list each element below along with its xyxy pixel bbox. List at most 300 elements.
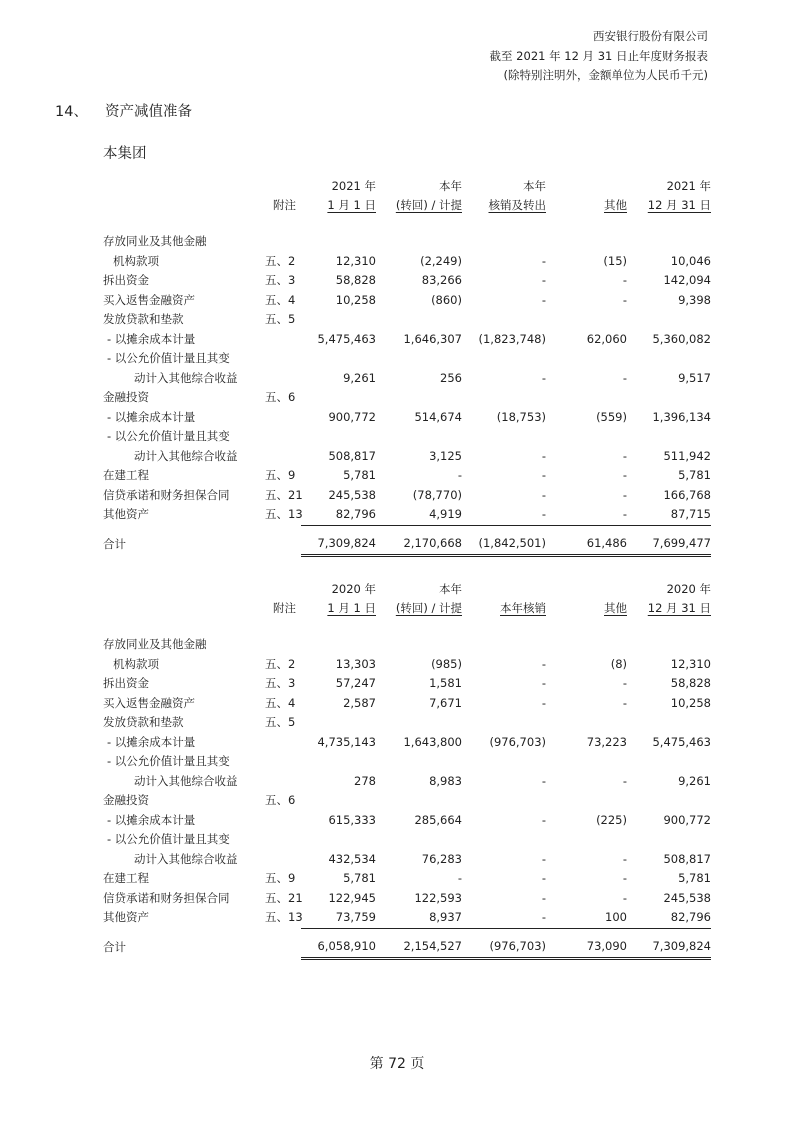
cell-charge: (2,249) (420, 253, 462, 268)
column-caption: 12 月 31 日 (647, 600, 711, 615)
cell-charge (376, 791, 462, 811)
cell-writeoff (462, 196, 546, 215)
table-row (103, 408, 711, 428)
cell-note (253, 752, 301, 772)
table-row (103, 388, 711, 408)
cell-item: 存放同业及其他金融 (103, 637, 207, 651)
cell-charge: 122,593 (414, 890, 462, 905)
cell-opening: 13,303 (335, 656, 376, 671)
table-row (103, 830, 711, 850)
cell-note (253, 330, 301, 350)
cell-opening: 58,828 (335, 273, 376, 287)
cell-writeoff (462, 791, 546, 811)
cell-charge (376, 196, 462, 215)
cell-other: - (622, 487, 627, 502)
cell-item: 信贷承诺和财务担保合同 (103, 487, 230, 502)
cell-note: 五、6 (265, 390, 296, 404)
cell-other (546, 178, 627, 196)
cell-writeoff: - (541, 871, 546, 885)
cell-opening: 12,310 (335, 253, 376, 268)
table-row (103, 733, 711, 753)
cell-opening: 245,538 (328, 487, 376, 502)
cell-note (253, 232, 301, 252)
table-row (103, 252, 711, 272)
cell-opening (301, 752, 376, 772)
cell-note: 五、21 (265, 890, 303, 905)
cell-closing: 5,475,463 (652, 734, 711, 749)
cell-charge: 3,125 (429, 448, 462, 463)
cell-writeoff: (18,753) (496, 409, 546, 424)
cell-opening: 7,309,824 (301, 534, 376, 555)
table-row (103, 271, 711, 291)
cell-closing (627, 427, 711, 447)
table-row (103, 466, 711, 486)
cell-other: 73,223 (586, 734, 627, 749)
cell-charge: 本年 (439, 179, 462, 194)
cell-other: - (622, 890, 627, 905)
cell-note (253, 850, 301, 870)
cell-other: - (622, 273, 627, 287)
cell-note (253, 772, 301, 792)
cell-item: 发放贷款和垫款 (103, 312, 184, 326)
cell-item: 动计入其他综合收益 (134, 851, 238, 866)
cell-charge: (78,770) (412, 487, 462, 502)
cell-writeoff: (1,842,501) (462, 534, 546, 555)
table-row (103, 694, 711, 714)
cell-closing: 900,772 (663, 812, 711, 827)
cell-item: 在建工程 (103, 871, 149, 885)
cell-closing (627, 752, 711, 772)
cell-charge: 1,646,307 (403, 331, 462, 346)
cell-writeoff (462, 388, 546, 408)
cell-opening: 4,735,143 (317, 734, 376, 749)
cell-charge (376, 635, 462, 655)
cell-closing: 10,046 (670, 253, 711, 268)
cell-opening: 5,781 (343, 871, 376, 885)
cell-other (546, 232, 627, 252)
cell-opening: 432,534 (328, 851, 376, 866)
cell-item: 在建工程 (103, 468, 149, 482)
header-row-year (103, 581, 711, 599)
cell-writeoff (462, 232, 546, 252)
cell-note: 五、5 (265, 312, 296, 326)
page-number: 第 72 页 (369, 1056, 425, 1072)
cell-closing (627, 599, 711, 618)
table-row (103, 772, 711, 792)
cell-closing: 58,828 (670, 676, 711, 690)
column-caption: (转回) / 计提 (395, 197, 462, 212)
allowance-table-2020 (103, 581, 711, 960)
cell-charge (376, 310, 462, 330)
cell-charge (376, 427, 462, 447)
cell-opening: 5,475,463 (317, 331, 376, 346)
column-caption: 1 月 1 日 (327, 600, 376, 615)
cell-closing: 12,310 (670, 656, 711, 671)
cell-item: 买入返售金融资产 (103, 695, 195, 710)
cell-note: 五、3 (265, 273, 296, 287)
cell-writeoff (462, 581, 546, 599)
cell-opening: 900,772 (328, 409, 376, 424)
table-row (103, 427, 711, 447)
cell-item (103, 196, 253, 215)
cell-writeoff: - (541, 292, 546, 307)
cell-charge: (985) (431, 656, 462, 671)
cell-writeoff: (976,703) (489, 734, 546, 749)
cell-note: 五、2 (265, 656, 296, 671)
cell-closing: 82,796 (627, 908, 711, 928)
cell-opening: 82,796 (301, 505, 376, 525)
table-row (103, 291, 711, 311)
cell-item (103, 178, 253, 196)
cell-charge (376, 713, 462, 733)
cell-writeoff (462, 830, 546, 850)
cell-opening (301, 791, 376, 811)
cell-note: 五、21 (265, 487, 303, 502)
cell-writeoff: - (541, 448, 546, 463)
cell-closing: 1,396,134 (652, 409, 711, 424)
cell-closing (627, 791, 711, 811)
cell-other (546, 791, 627, 811)
unit-note: (除特别注明外，金额单位为人民币千元) (503, 68, 708, 82)
table-row (103, 850, 711, 870)
cell-writeoff: - (541, 812, 546, 827)
cell-charge: 本年 (439, 582, 462, 597)
cell-other: 62,060 (586, 331, 627, 346)
cell-closing: 2020 年 (666, 582, 711, 597)
cell-item: 动计入其他综合收益 (134, 448, 238, 463)
cell-opening: 10,258 (335, 292, 376, 307)
cell-charge: 8,983 (429, 773, 462, 788)
cell-opening: 2021 年 (331, 179, 376, 194)
column-caption: (转回) / 计提 (395, 600, 462, 615)
cell-charge: 256 (440, 370, 462, 385)
cell-other: - (622, 468, 627, 482)
cell-closing (627, 388, 711, 408)
cell-other: - (622, 851, 627, 866)
cell-writeoff: 本年 (523, 179, 546, 194)
cell-other (546, 599, 627, 618)
cell-closing: 9,261 (678, 773, 711, 788)
column-caption: 12 月 31 日 (647, 197, 711, 212)
cell-writeoff: - (462, 505, 546, 525)
cell-charge: 1,581 (429, 676, 462, 690)
cell-opening: 278 (354, 773, 376, 788)
cell-other: - (546, 505, 627, 525)
cell-charge (376, 752, 462, 772)
cell-opening (301, 196, 376, 215)
cell-closing (627, 635, 711, 655)
cell-writeoff (462, 427, 546, 447)
cell-writeoff: - (541, 890, 546, 905)
cell-charge: - (457, 871, 462, 885)
table-row (103, 349, 711, 369)
cell-opening: 2020 年 (331, 582, 376, 597)
table-row (103, 655, 711, 675)
cell-closing (627, 349, 711, 369)
cell-note (253, 349, 301, 369)
cell-other (546, 830, 627, 850)
cell-other: (559) (596, 409, 627, 424)
cell-note (253, 447, 301, 467)
cell-note (253, 178, 301, 196)
cell-charge: (860) (431, 292, 462, 307)
cell-item: 机构款项 (113, 253, 159, 268)
cell-opening: 73,759 (301, 908, 376, 928)
cell-charge: 1,643,800 (403, 734, 462, 749)
cell-opening: 5,781 (343, 468, 376, 482)
cell-note (253, 581, 301, 599)
table-row (103, 486, 711, 506)
cell-opening: 6,058,910 (301, 937, 376, 958)
cell-note: 五、3 (265, 676, 296, 690)
cell-other: 61,486 (546, 534, 627, 555)
cell-note (253, 408, 301, 428)
cell-closing: 2021 年 (666, 179, 711, 194)
cell-charge: 83,266 (421, 273, 462, 287)
cell-note: 五、4 (265, 695, 296, 710)
total-row (103, 534, 711, 555)
cell-closing (627, 830, 711, 850)
cell-other: 73,090 (546, 937, 627, 958)
cell-item: 拆出资金 (103, 273, 149, 287)
table-row (103, 310, 711, 330)
cell-charge (376, 599, 462, 618)
cell-other: - (622, 695, 627, 710)
cell-other (546, 427, 627, 447)
table-row (103, 674, 711, 694)
cell-item: - 以摊余成本计量 (107, 734, 196, 749)
cell-charge: 285,664 (414, 812, 462, 827)
cell-charge: - (457, 468, 462, 482)
header-row-labels (103, 196, 711, 215)
cell-other: (225) (596, 812, 627, 827)
cell-other: - (622, 370, 627, 385)
cell-other (546, 713, 627, 733)
cell-item: 信贷承诺和财务担保合同 (103, 890, 230, 905)
cell-item: 发放贷款和垫款 (103, 715, 184, 729)
cell-item (103, 599, 253, 618)
cell-closing (627, 713, 711, 733)
spacer-row (103, 525, 711, 534)
cell-other (546, 388, 627, 408)
cell-opening (301, 349, 376, 369)
cell-writeoff: - (541, 273, 546, 287)
cell-item: 买入返售金融资产 (103, 292, 195, 307)
cell-opening (301, 713, 376, 733)
cell-charge: 2,154,527 (376, 937, 462, 958)
cell-item: - 以摊余成本计量 (107, 331, 196, 346)
cell-item: - 以摊余成本计量 (107, 812, 196, 827)
cell-opening (301, 388, 376, 408)
cell-writeoff: (1,823,748) (478, 331, 546, 346)
table-row (103, 908, 711, 928)
cell-writeoff: - (541, 468, 546, 482)
section-number: 14、 (55, 104, 88, 120)
cell-closing: 10,258 (670, 695, 711, 710)
cell-note (253, 369, 301, 389)
cell-charge: 8,937 (376, 908, 462, 928)
company-name: 西安银行股份有限公司 (593, 29, 708, 43)
cell-item: - 以公允价值计量且其变 (107, 754, 230, 768)
total-row (103, 937, 711, 958)
cell-closing: 5,781 (678, 468, 711, 482)
cell-closing: 5,781 (678, 871, 711, 885)
cell-writeoff: - (541, 370, 546, 385)
cell-closing (627, 196, 711, 215)
cell-writeoff: (976,703) (462, 937, 546, 958)
cell-charge: 514,674 (414, 409, 462, 424)
cell-other: (8) (610, 656, 627, 671)
cell-closing: 508,817 (663, 851, 711, 866)
cell-item: 其他资产 (103, 910, 149, 925)
cell-opening: 122,945 (328, 890, 376, 905)
spacer-row (103, 215, 711, 232)
cell-item: 其他资产 (103, 507, 149, 522)
cell-charge: 7,671 (429, 695, 462, 710)
cell-closing: 87,715 (627, 505, 711, 525)
cell-writeoff (462, 310, 546, 330)
cell-note: 五、13 (265, 910, 303, 925)
cell-opening: 2,587 (343, 695, 376, 710)
cell-note: 五、4 (265, 292, 296, 307)
cell-item (103, 581, 253, 599)
table-row (103, 505, 711, 525)
cell-opening: 508,817 (328, 448, 376, 463)
cell-other (546, 581, 627, 599)
cell-closing: 9,517 (678, 370, 711, 385)
cell-other: 100 (546, 908, 627, 928)
cell-charge (376, 388, 462, 408)
cell-charge: 76,283 (421, 851, 462, 866)
table-row (103, 330, 711, 350)
cell-writeoff: - (541, 253, 546, 268)
cell-opening (301, 232, 376, 252)
header-row-labels (103, 599, 711, 618)
cell-note (253, 733, 301, 753)
cell-item: - 以公允价值计量且其变 (107, 832, 230, 846)
cell-charge: 2,170,668 (376, 534, 462, 555)
table-row (103, 369, 711, 389)
cell-item: 动计入其他综合收益 (134, 370, 238, 385)
cell-closing: 9,398 (678, 292, 711, 307)
cell-other (546, 635, 627, 655)
cell-writeoff (462, 349, 546, 369)
cell-item: - 以公允价值计量且其变 (107, 351, 230, 365)
table-row (103, 232, 711, 252)
cell-other: (15) (603, 253, 627, 268)
cell-closing: 511,942 (663, 448, 711, 463)
column-caption: 1 月 1 日 (327, 197, 376, 212)
column-caption: 其他 (604, 197, 627, 212)
cell-closing (627, 232, 711, 252)
cell-writeoff (462, 752, 546, 772)
cell-opening (301, 310, 376, 330)
table-row (103, 635, 711, 655)
cell-other (546, 310, 627, 330)
cell-closing (627, 310, 711, 330)
cell-item: - 以摊余成本计量 (107, 409, 196, 424)
cell-other: - (622, 448, 627, 463)
cell-note: 五、9 (265, 871, 296, 885)
cell-item: 机构款项 (113, 656, 159, 671)
cell-item: 金融投资 (103, 793, 149, 807)
allowance-table-2021 (103, 178, 711, 557)
cell-note: 五、5 (265, 715, 296, 729)
cell-note (253, 427, 301, 447)
cell-closing: 5,360,082 (652, 331, 711, 346)
cell-writeoff: - (541, 676, 546, 690)
cell-note: 五、2 (265, 253, 296, 268)
cell-opening (301, 599, 376, 618)
column-caption: 核销及转出 (488, 197, 546, 212)
cell-writeoff (462, 599, 546, 618)
cell-note: 五、13 (265, 507, 303, 522)
section-heading (55, 100, 192, 121)
cell-opening: 57,247 (335, 676, 376, 690)
cell-note (253, 635, 301, 655)
table-row (103, 869, 711, 889)
cell-item: 合计 (103, 939, 126, 954)
cell-closing: 7,309,824 (627, 937, 711, 958)
cell-opening: 615,333 (328, 812, 376, 827)
cell-opening: 9,261 (343, 370, 376, 385)
cell-closing: 245,538 (663, 890, 711, 905)
cell-writeoff (462, 713, 546, 733)
cell-item: 金融投资 (103, 390, 149, 404)
cell-note (253, 534, 301, 555)
cell-note: 五、6 (265, 793, 296, 807)
report-period: 截至 2021 年 12 月 31 日止年度财务报表 (489, 49, 708, 63)
cell-item: - 以公允价值计量且其变 (107, 429, 230, 443)
table-row (103, 791, 711, 811)
cell-charge (376, 232, 462, 252)
cell-charge (376, 349, 462, 369)
cell-note: 附注 (273, 197, 296, 212)
spacer-row (103, 618, 711, 635)
cell-note: 五、9 (265, 468, 296, 482)
cell-other: - (622, 292, 627, 307)
spacer-row (103, 928, 711, 937)
cell-writeoff: - (541, 695, 546, 710)
cell-other (546, 349, 627, 369)
cell-other (546, 752, 627, 772)
cell-note (253, 811, 301, 831)
cell-writeoff (462, 635, 546, 655)
cell-writeoff: - (541, 773, 546, 788)
table-row (103, 752, 711, 772)
cell-other: - (622, 773, 627, 788)
cell-writeoff: - (541, 656, 546, 671)
table-row (103, 811, 711, 831)
cell-other: - (622, 676, 627, 690)
cell-note: 附注 (273, 600, 296, 615)
cell-note (253, 830, 301, 850)
section-title: 资产减值准备 (105, 104, 192, 120)
cell-closing: 142,094 (663, 273, 711, 287)
header-row-year (103, 178, 711, 196)
table-row (103, 889, 711, 909)
cell-writeoff: - (462, 908, 546, 928)
cell-item: 存放同业及其他金融 (103, 234, 207, 248)
cell-opening (301, 830, 376, 850)
cell-opening (301, 635, 376, 655)
cell-closing: 166,768 (663, 487, 711, 502)
column-caption: 其他 (604, 600, 627, 615)
cell-item: 拆出资金 (103, 676, 149, 690)
cell-item: 动计入其他综合收益 (134, 773, 238, 788)
table-row (103, 447, 711, 467)
cell-writeoff: - (541, 851, 546, 866)
